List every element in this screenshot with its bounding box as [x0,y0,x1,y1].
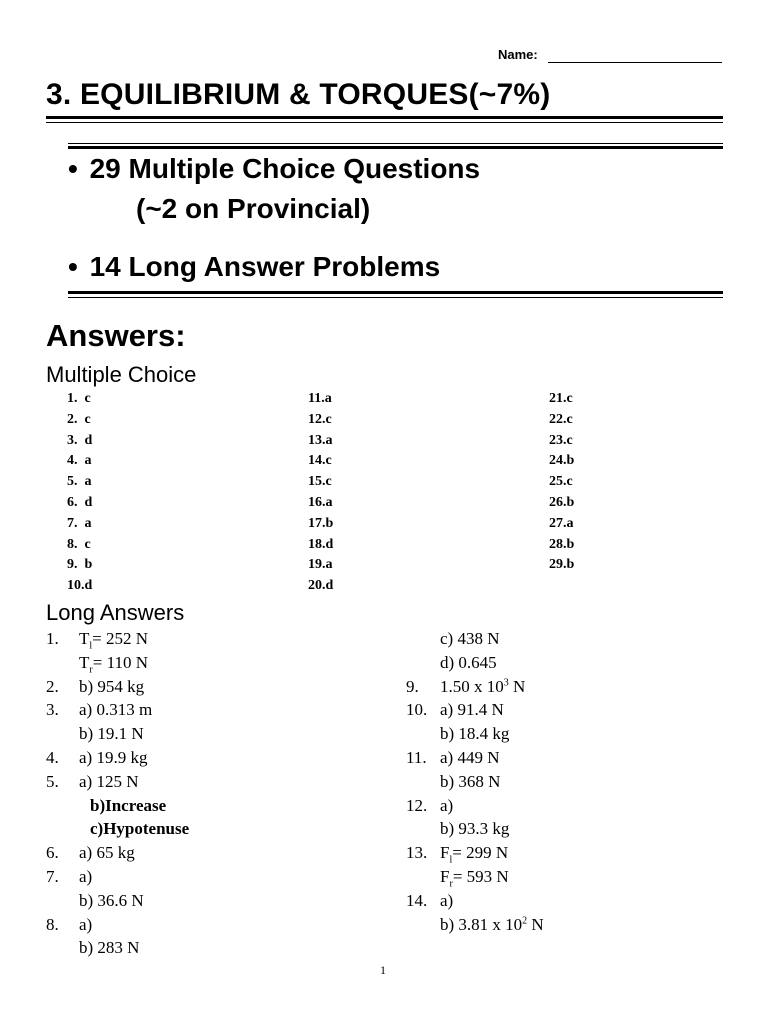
long-answer-row [46,841,376,865]
answer-value: b) 93.3 kg [440,819,510,839]
long-answer-row [46,817,376,841]
summary-rule-top-thin [68,143,723,144]
mc-answer: 6. d [67,494,93,510]
answer-value: $F_l= 299$ N [440,843,509,866]
answer-number: 8. [46,914,59,934]
mc-answer: 18.d [308,536,334,552]
mc-heading: Multiple Choice [46,362,197,387]
mc-answer: 22.c [549,411,573,427]
mc-answer: 26.b [549,494,575,510]
answers-heading: Answers: [46,318,186,353]
answer-value: a) [79,866,93,886]
long-answer-row [46,698,376,722]
bullet-la [68,251,440,283]
long-answer-row [406,794,726,818]
answer-value: b) 19.1 N [79,724,144,744]
mc-answer: 4. a [67,453,92,469]
answer-value: $T_l= 252$ N [79,629,149,652]
answer-number: 9. [406,676,419,696]
mc-answers-col-2 [308,389,333,597]
la-heading: Long Answers [46,600,185,625]
la-count-text: 14 Long Answer Problems [89,251,441,282]
summary-rule-top-thick [68,146,723,149]
mc-provincial-note: (~2 on Provincial) [136,193,371,224]
answer-number: 2. [46,676,59,696]
mc-answer: 29.b [549,557,575,573]
mc-count-text: 29 Multiple Choice Questions [89,153,481,184]
mc-answer: 14.c [308,453,332,469]
long-answer-row [406,627,726,651]
answer-value: b) 368 N [440,771,501,791]
answer-number: 1. [46,629,59,648]
long-answer-row [406,746,726,770]
answer-value: c) 438 N [440,629,500,648]
long-answer-row [46,746,376,770]
mc-answer: 28.b [549,536,575,552]
answer-value: b) 3.81 x $10^2$ N [440,914,544,934]
answer-number: 6. [46,843,59,863]
answer-value: a) 125 N [79,771,139,791]
answer-value: c)Hypotenuse [90,819,190,839]
mc-answer: 25.c [549,474,573,490]
answer-value: b) 18.4 kg [440,724,510,744]
la-answers-right [406,627,726,936]
answer-value: a) [440,890,454,910]
mc-answer: 27.a [549,515,574,531]
long-answer-row [46,889,376,913]
long-answer-row [406,817,726,841]
answer-value: a) 65 kg [79,843,135,863]
answer-value: b)Increase [90,795,167,815]
answer-number: 4. [46,747,59,767]
page-number: 1 [380,963,386,977]
answer-value: d) 0.645 [440,652,497,672]
answer-number: 7. [46,866,59,886]
answer-value: a) 0.313 m [79,700,153,720]
name-label: Name: [498,47,538,62]
answer-value: a) [440,795,454,815]
mc-answer: 16.a [308,494,333,510]
summary-rule-bottom-thin [68,297,723,298]
answer-value: 1.50 x $10^3$ N [440,676,526,696]
answer-number: 5. [46,771,59,791]
mc-answers-col-3 [549,389,574,576]
long-answer-row [46,865,376,889]
answer-value: a) 91.4 N [440,700,504,720]
bullet-symbol: • [68,251,78,282]
la-answers-left [46,627,376,960]
mc-answer: 24.b [549,453,575,469]
long-answer-row [406,675,726,699]
answer-value: a) 19.9 kg [79,747,148,767]
answer-value: $T_r= 110$ N [79,652,148,676]
long-answer-row [406,770,726,794]
name-blank-line [548,62,722,63]
long-answer-row [46,936,376,960]
mc-answer: 5. a [67,474,92,490]
answer-value: a) [79,914,93,934]
bullet-symbol: • [68,153,78,184]
mc-answer: 1. c [67,391,91,406]
mc-answer: 15.c [308,474,332,490]
long-answer-row [46,627,376,651]
long-answer-row [406,698,726,722]
mc-answer: 3. d [67,432,93,448]
mc-answer: 8. c [67,536,91,552]
title-rule-thin [46,122,723,123]
summary-rule-bottom-thick [68,291,723,294]
long-answer-row [406,841,726,865]
mc-answer: 17.b [308,515,334,531]
bullet-mc [68,153,480,185]
answer-number: 14. [406,890,428,910]
long-answer-row [46,675,376,699]
mc-answer: 21.c [549,391,573,406]
answer-number: 3. [46,700,59,720]
long-answer-row [406,865,726,889]
answer-value: b) 36.6 N [79,890,144,910]
mc-answer: 19.a [308,557,333,573]
long-answer-row [46,722,376,746]
answer-number: 13. [406,843,428,863]
mc-answer: 11.a [308,391,332,406]
mc-answer: 12.c [308,411,332,427]
long-answer-row [406,651,726,675]
title-rule-thick [46,116,723,119]
answer-number: 10. [406,700,428,720]
mc-answer: 13.a [308,432,333,448]
answer-value: a) 449 N [440,747,500,767]
long-answer-row [406,722,726,746]
answer-value: $F_r= 593$ N [440,866,509,890]
answer-value: b) 954 kg [79,676,145,696]
mc-answer: 7. a [67,515,92,531]
long-answer-row [46,770,376,794]
mc-answer: 9. b [67,557,93,573]
long-answer-row [46,794,376,818]
mc-answer: 23.c [549,432,573,448]
mc-answer: 20.d [308,578,334,594]
page-title: 3. EQUILIBRIUM & TORQUES(~7%) [46,78,551,111]
answer-number: 11. [406,747,427,767]
mc-answer: 10.d [67,578,93,594]
long-answer-row [46,651,376,675]
long-answer-row [406,889,726,913]
long-answer-row [406,913,726,937]
answer-number: 12. [406,795,428,815]
mc-answer: 2. c [67,411,91,427]
long-answer-row [46,913,376,937]
answer-value: b) 283 N [79,938,140,958]
mc-answers-col-1 [67,389,92,597]
